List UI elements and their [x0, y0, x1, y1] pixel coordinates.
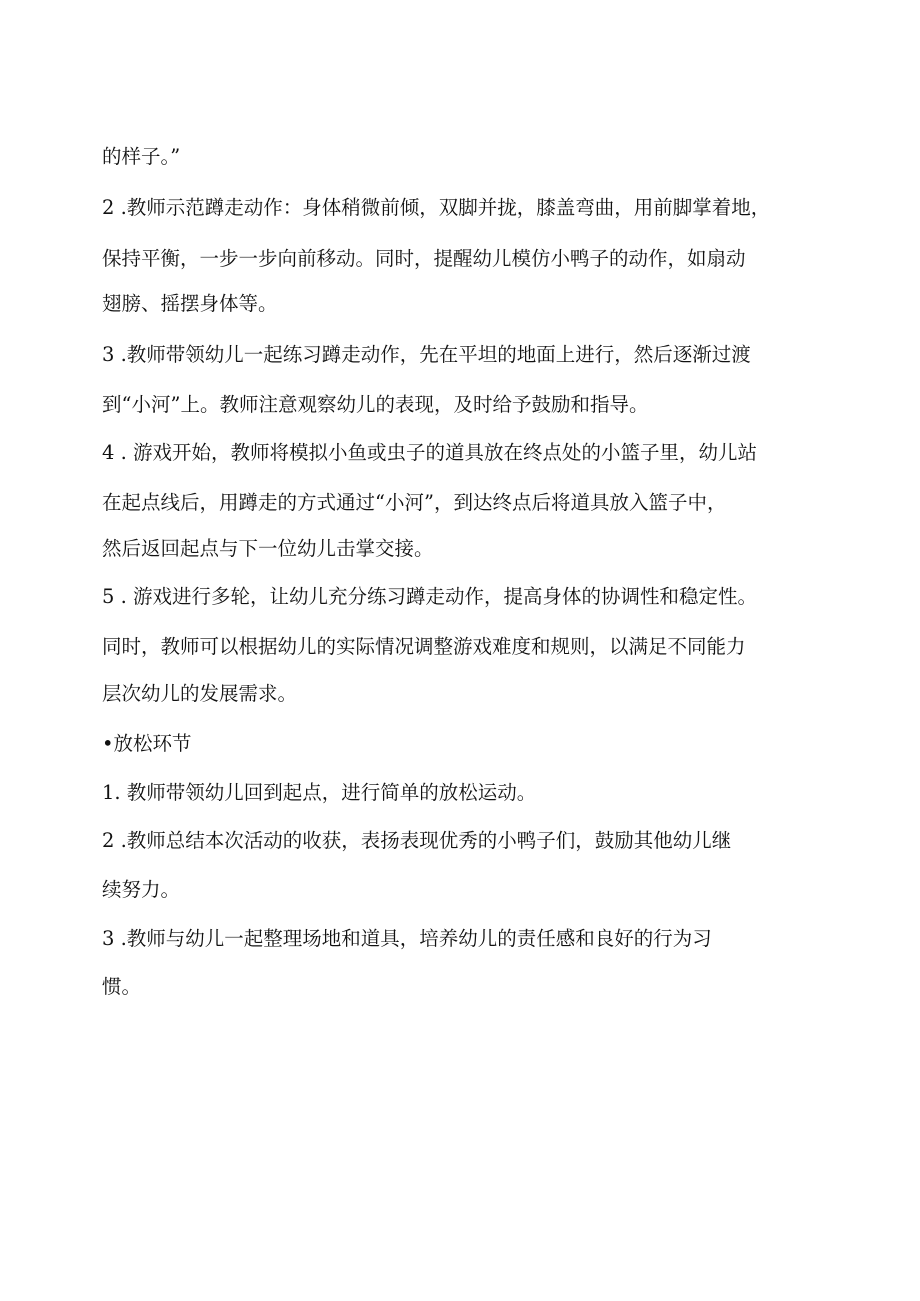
text-line-11: 同时，教师可以根据幼儿的实际情况调整游戏难度和规则，以满足不同能力	[102, 635, 746, 658]
text-line-5: 3 .教师带领幼儿一起练习蹲走动作，先在平坦的地面上进行，然后逐渐过渡	[102, 343, 751, 366]
text-line-10: 5 . 游戏进行多轮，让幼儿充分练习蹲走动作，提高身体的协调性和稳定性。	[102, 585, 758, 608]
text-line-15: 2 .教师总结本次活动的收获，表扬表现优秀的小鸭子们，鼓励其他幼儿继	[102, 829, 732, 852]
text-line-4: 翅膀、摇摆身体等。	[102, 292, 278, 315]
text-line-12: 层次幼儿的发展需求。	[102, 682, 298, 705]
text-line-16: 续努力。	[102, 878, 181, 901]
text-line-6: 到“小河”上。教师注意观察幼儿的表现，及时给予鼓励和指导。	[102, 393, 649, 416]
text-line-18: 惯。	[102, 975, 142, 998]
text-line-8: 在起点线后，用蹲走的方式通过“小河”，到达终点后将道具放入篮子中，	[102, 491, 727, 514]
text-line-2: 2 .教师示范蹲走动作：身体稍微前倾，双脚并拢，膝盖弯曲，用前脚掌着地，	[102, 196, 771, 219]
text-line-14: 1. 教师带领幼儿回到起点，进行简单的放松运动。	[102, 781, 537, 804]
text-line-7: 4 . 游戏开始，教师将模拟小鱼或虫子的道具放在终点处的小篮子里，幼儿站	[102, 441, 758, 464]
section-heading: •放松环节	[102, 732, 192, 755]
text-line-3: 保持平衡，一步一步向前移动。同时，提醒幼儿模仿小鸭子的动作，如扇动	[102, 247, 746, 270]
text-line-9: 然后返回起点与下一位幼儿击掌交接。	[102, 537, 434, 560]
text-line-1: 的样子。”	[102, 145, 181, 168]
text-line-17: 3 .教师与幼儿一起整理场地和道具，培养幼儿的责任感和良好的行为习	[102, 927, 712, 950]
